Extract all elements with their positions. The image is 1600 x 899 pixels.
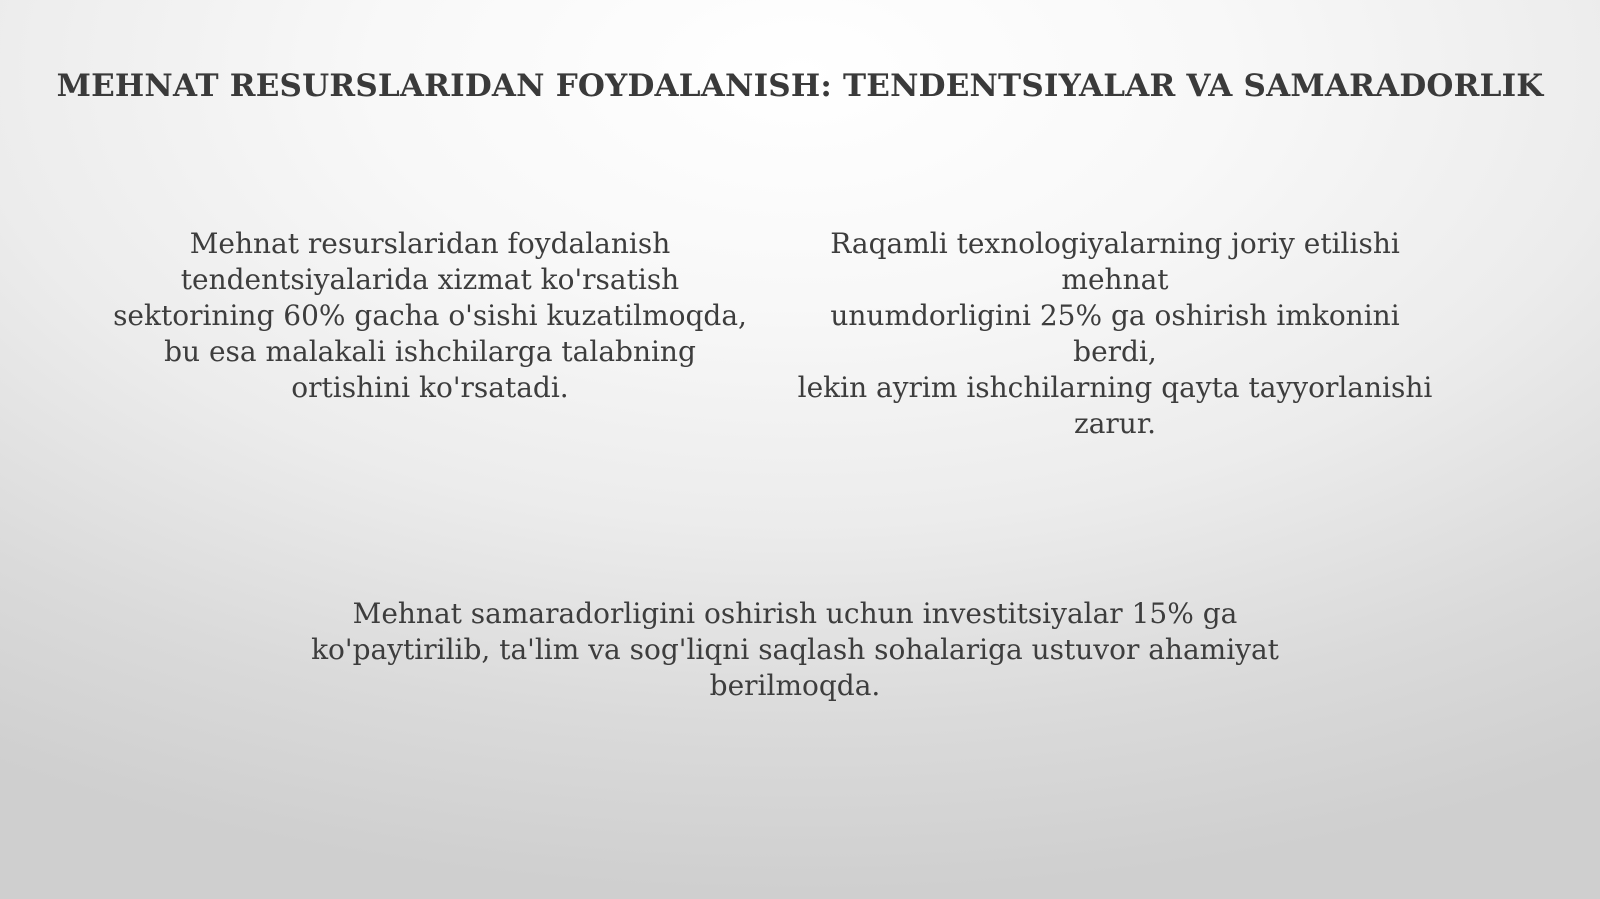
text-line: ko'paytirilib, ta'lim va sog'liqni saqlash sohalariga ustuvor ahamiyat (311, 633, 1279, 666)
text-block-investments (295, 596, 1295, 704)
text-line: Raqamli texnologiyalarning joriy etilishi mehnat (830, 227, 1400, 296)
slide-title: MEHNAT RESURSLARIDAN FOYDALANISH: TENDENTSIYALAR VA SAMARADORLIK (56, 68, 1544, 104)
text-line: lekin ayrim ishchilarning qayta tayyorlanishi (797, 371, 1433, 404)
text-line: unumdorligini 25% ga oshirish imkonini berdi, (830, 299, 1400, 368)
text-line: tendentsiyalarida xizmat ko'rsatish (180, 263, 680, 296)
text-line: zarur. (1073, 407, 1157, 440)
text-line: sektorining 60% gacha o'sishi kuzatilmoqda, (113, 299, 747, 332)
text-line: Mehnat samaradorligini oshirish uchun investitsiyalar 15% ga (352, 597, 1238, 630)
text-line: ortishini ko'rsatadi. (291, 371, 569, 404)
text-line: bu esa malakali ishchilarga talabning (164, 335, 696, 368)
text-line: berilmoqda. (709, 669, 881, 702)
text-line: Mehnat resurslaridan foydalanish (189, 227, 671, 260)
text-block-digital-technologies (790, 226, 1440, 442)
text-block-service-sector (105, 226, 755, 406)
